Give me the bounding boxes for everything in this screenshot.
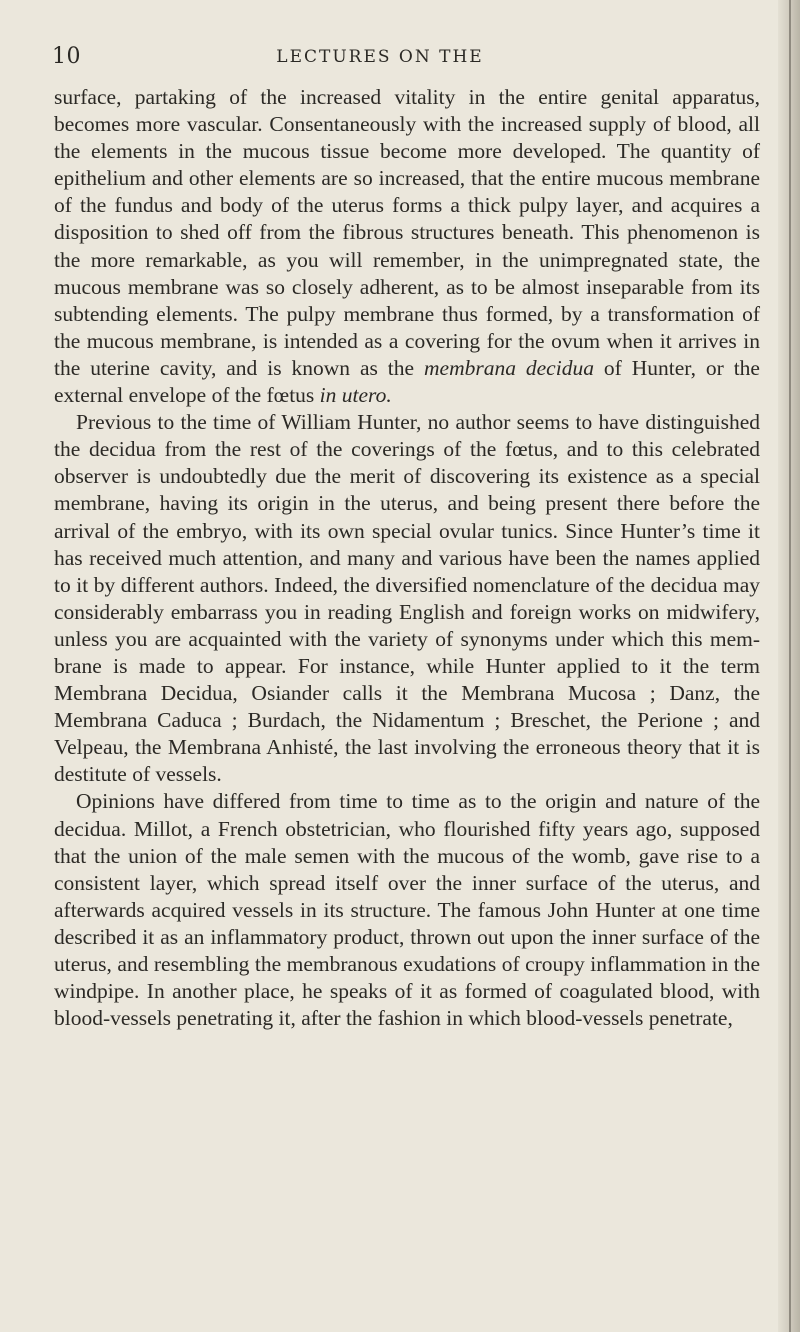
paragraph-1-text-a: surface, partaking of the increased vitality in the entire genital apparatus, becomes more vascular. Consentaneously with the increased supply of blood, all the elements in the mucous tissue become more developed. The quantity of epithelium and other elements are so increased, that the entire mucous membrane of the fundus and body of the uterus forms a thick pulpy layer, and acquires a disposition to shed off from the fibrous structures beneath. This phenomenon is the more remarkable, as you will remember, in the unimpregnated state, the mucous membrane was so closely adherent, as to be almost inseparable from its subtending elements. The pulpy membrane thus formed, by a transformation of the mucous membrane, is intended as a covering for the ovum when it arrives in the uterine cavity, and is known as the [54,85,760,380]
binding-edge-line [789,0,791,1332]
running-head: LECTURES ON THE [276,47,484,67]
page-number: 10 [52,44,81,69]
paragraph-1 [54,84,760,409]
paragraph-1-text-b: of Hunter, or the external envelope of the fœtus [54,355,760,408]
paragraph-2: Previous to the time of William Hunter, no author seems to have distinguished the decidua from the rest of the coverings of the fœtus, and to this celebrated observer is undoubtedly due the merit of discovering its existence as a special membrane, having its origin in the uterus, and being present there before the arrival of the embryo, with its own special ovular tunics. Since Hunter’s time it has received much attention, and many and various have been the names applied to it by different authors. Indeed, the diversified nomenclature of the decidua may considerably embarrass you in reading English and foreign works on midwifery, unless you are acquainted with the variety of synonyms under which this mem- brane is made to appear. For instance, while Hunter applied to it the term Membrana Decidua, Osiander calls it the Membrana Mucosa ; Danz, the Membrana Caduca ; Burdach, the Nidamentum ; Breschet, the Perione ; and Velpeau, the Membrana Anhisté, the last involving the erroneous theory that it is destitute of vessels. [54,410,760,787]
term-in-utero: in utero. [319,383,392,408]
term-membrana-decidua: membrana decidua [424,355,594,380]
body-text [54,84,760,1032]
paragraph-3: Opinions have differed from time to time as to the origin and nature of the decidua. Millot, a French obstetrician, who flourished fifty years ago, supposed that the union of the male semen with the mucous of the womb, gave rise to a consistent layer, which spread itself over the inner surface of the uterus, and afterwards acquired vessels in its structure. The famous John Hunter at one time described it as an inflammatory product, thrown out upon the inner surface of the uterus, and resembling the membranous exudations of croupy inflammation in the windpipe. In another place, he speaks of it as formed of coagulated blood, with blood-vessels penetrating it, after the fashion in which blood-vessels penetrate, [54,789,760,1031]
